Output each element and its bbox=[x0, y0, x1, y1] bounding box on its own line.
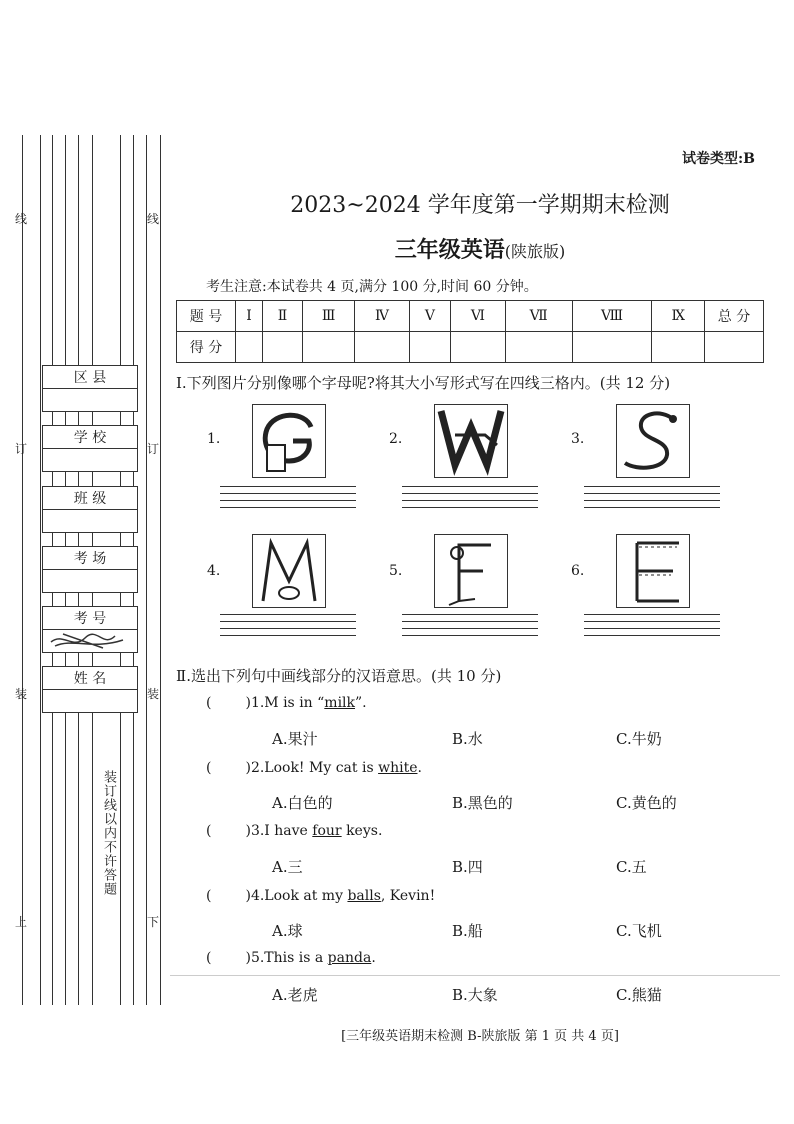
fold-divider bbox=[170, 975, 780, 976]
question-4 bbox=[206, 888, 435, 904]
field-blank[interactable] bbox=[43, 510, 137, 532]
field-label: 学 校 bbox=[43, 426, 137, 449]
score-header-cell: 题 号 bbox=[177, 301, 236, 332]
field-label: 考 号 bbox=[43, 607, 137, 630]
crocodile-letter-e-icon bbox=[616, 534, 690, 608]
score-header-cell: Ⅵ bbox=[451, 301, 505, 332]
score-cell[interactable] bbox=[451, 332, 505, 363]
field-exam-number bbox=[42, 606, 138, 653]
answer-bracket-open: ( bbox=[206, 950, 212, 966]
field-blank[interactable] bbox=[43, 570, 137, 592]
binding-side-label: 上 bbox=[15, 915, 28, 929]
question-text: , Kevin! bbox=[380, 888, 436, 904]
option-c[interactable]: C.黄色的 bbox=[616, 794, 677, 812]
four-line-grid[interactable] bbox=[220, 608, 356, 636]
score-table bbox=[176, 300, 764, 363]
score-header-cell: Ⅶ bbox=[505, 301, 572, 332]
score-header-row bbox=[177, 301, 764, 332]
field-district bbox=[42, 365, 138, 412]
underlined-word: balls bbox=[347, 888, 381, 904]
item-number: 3. bbox=[571, 431, 585, 447]
binding-side-label: 订 bbox=[147, 442, 160, 456]
question-text: . bbox=[371, 950, 376, 966]
score-cell[interactable] bbox=[652, 332, 705, 363]
option-a[interactable]: A.白色的 bbox=[272, 794, 333, 812]
question-text: 2.Look! My cat is bbox=[250, 760, 379, 776]
field-label: 考 场 bbox=[43, 547, 137, 570]
field-label: 区 县 bbox=[43, 366, 137, 389]
paper-type: 试卷类型:B bbox=[682, 151, 756, 167]
field-blank[interactable] bbox=[43, 690, 137, 712]
answer-bracket-close: ) bbox=[245, 950, 251, 966]
edition: (陕旅版) bbox=[504, 242, 566, 261]
option-b[interactable]: B.黑色的 bbox=[452, 794, 513, 812]
underlined-word: white bbox=[378, 760, 418, 776]
binding-side-label: 订 bbox=[15, 442, 28, 456]
option-b[interactable]: B.水 bbox=[452, 730, 483, 748]
option-c[interactable]: C.牛奶 bbox=[616, 730, 662, 748]
score-header-cell: Ⅰ bbox=[236, 301, 263, 332]
page-subtitle bbox=[170, 233, 790, 264]
item-number: 5. bbox=[389, 563, 403, 579]
score-header-cell: Ⅴ bbox=[409, 301, 451, 332]
field-blank[interactable] bbox=[43, 449, 137, 471]
snake-letter-s-icon bbox=[616, 404, 690, 478]
score-cell[interactable] bbox=[409, 332, 451, 363]
item-number: 4. bbox=[207, 563, 221, 579]
exam-notice: 考生注意:本试卷共 4 页,满分 100 分,时间 60 分钟。 bbox=[206, 279, 538, 295]
field-name bbox=[42, 666, 138, 713]
field-exam-room bbox=[42, 546, 138, 593]
four-line-grid[interactable] bbox=[584, 608, 720, 636]
page-title: 2023~2024 学年度第一学期期末检测 bbox=[290, 193, 670, 218]
option-c[interactable]: C.五 bbox=[616, 858, 647, 876]
field-label: 班 级 bbox=[43, 487, 137, 510]
option-a[interactable]: A.三 bbox=[272, 858, 303, 876]
option-c[interactable]: C.飞机 bbox=[616, 922, 662, 940]
swan-letter-m-icon bbox=[252, 534, 326, 608]
option-b[interactable]: B.四 bbox=[452, 858, 483, 876]
answer-bracket-open: ( bbox=[206, 760, 212, 776]
score-header-cell: Ⅱ bbox=[263, 301, 303, 332]
score-header-cell: Ⅷ bbox=[572, 301, 652, 332]
score-cell[interactable] bbox=[505, 332, 572, 363]
answer-bracket-close: ) bbox=[245, 823, 251, 839]
score-header-cell: Ⅲ bbox=[302, 301, 355, 332]
field-class bbox=[42, 486, 138, 533]
option-a[interactable]: A.老虎 bbox=[272, 986, 318, 1004]
bird-letter-f-icon bbox=[434, 534, 508, 608]
question-2 bbox=[206, 760, 422, 776]
score-cell[interactable] bbox=[572, 332, 652, 363]
score-cell[interactable] bbox=[705, 332, 764, 363]
answer-bracket-open: ( bbox=[206, 823, 212, 839]
score-cell[interactable] bbox=[236, 332, 263, 363]
binding-side-label: 装 bbox=[147, 687, 160, 701]
field-blank[interactable] bbox=[43, 630, 137, 652]
four-line-grid[interactable] bbox=[584, 480, 720, 508]
answer-bracket-close: ) bbox=[245, 760, 251, 776]
option-b[interactable]: B.船 bbox=[452, 922, 483, 940]
score-header-cell: Ⅳ bbox=[355, 301, 409, 332]
question-text: . bbox=[417, 760, 422, 776]
score-row bbox=[177, 332, 764, 363]
four-line-grid[interactable] bbox=[402, 480, 538, 508]
question-5 bbox=[206, 950, 376, 966]
score-cell[interactable] bbox=[302, 332, 355, 363]
question-text: keys. bbox=[341, 823, 383, 839]
question-text: ”. bbox=[355, 695, 367, 711]
scribble-icon bbox=[43, 630, 137, 652]
wolf-letter-w-icon bbox=[434, 404, 508, 478]
question-text: 1.M is in “ bbox=[250, 695, 325, 711]
binding-side-label: 线 bbox=[147, 212, 160, 226]
question-3 bbox=[206, 823, 382, 839]
score-header-cell: 总 分 bbox=[705, 301, 764, 332]
question-text: 5.This is a bbox=[250, 950, 328, 966]
option-b[interactable]: B.大象 bbox=[452, 986, 498, 1004]
item-number: 1. bbox=[207, 431, 221, 447]
four-line-grid[interactable] bbox=[402, 608, 538, 636]
page-footer: [三年级英语期末检测 B-陕旅版 第 1 页 共 4 页] bbox=[341, 1029, 619, 1044]
score-header-cell: Ⅸ bbox=[652, 301, 705, 332]
question-text: 4.Look at my bbox=[250, 888, 348, 904]
option-a[interactable]: A.球 bbox=[272, 922, 303, 940]
item-number: 6. bbox=[571, 563, 585, 579]
score-row-label: 得 分 bbox=[177, 332, 236, 363]
answer-bracket-close: ) bbox=[245, 695, 251, 711]
item-number: 2. bbox=[389, 431, 403, 447]
underlined-word: milk bbox=[324, 695, 356, 711]
binding-side-label: 线 bbox=[15, 212, 28, 226]
answer-bracket-open: ( bbox=[206, 695, 212, 711]
section-1-heading: Ⅰ.下列图片分别像哪个字母呢?将其大小写形式写在四线三格内。(共 12 分) bbox=[176, 374, 671, 392]
question-1 bbox=[206, 695, 367, 711]
binding-side-label: 装 bbox=[15, 687, 28, 701]
field-blank[interactable] bbox=[43, 389, 137, 411]
underlined-word: panda bbox=[327, 950, 372, 966]
question-text: 3.I have bbox=[250, 823, 313, 839]
score-cell[interactable] bbox=[355, 332, 409, 363]
section-2-heading: Ⅱ.选出下列句中画线部分的汉语意思。(共 10 分) bbox=[176, 667, 502, 685]
binding-notice: 装订线以内不许答题 bbox=[98, 770, 116, 896]
underlined-word: four bbox=[312, 823, 342, 839]
option-a[interactable]: A.果汁 bbox=[272, 730, 318, 748]
score-cell[interactable] bbox=[263, 332, 303, 363]
field-school bbox=[42, 425, 138, 472]
answer-bracket-close: ) bbox=[245, 888, 251, 904]
subject: 三年级英语 bbox=[394, 237, 505, 263]
binding-side-label: 下 bbox=[147, 915, 160, 929]
option-c[interactable]: C.熊猫 bbox=[616, 986, 662, 1004]
four-line-grid[interactable] bbox=[220, 480, 356, 508]
answer-bracket-open: ( bbox=[206, 888, 212, 904]
phone-letter-g-icon bbox=[252, 404, 326, 478]
field-label: 姓 名 bbox=[43, 667, 137, 690]
